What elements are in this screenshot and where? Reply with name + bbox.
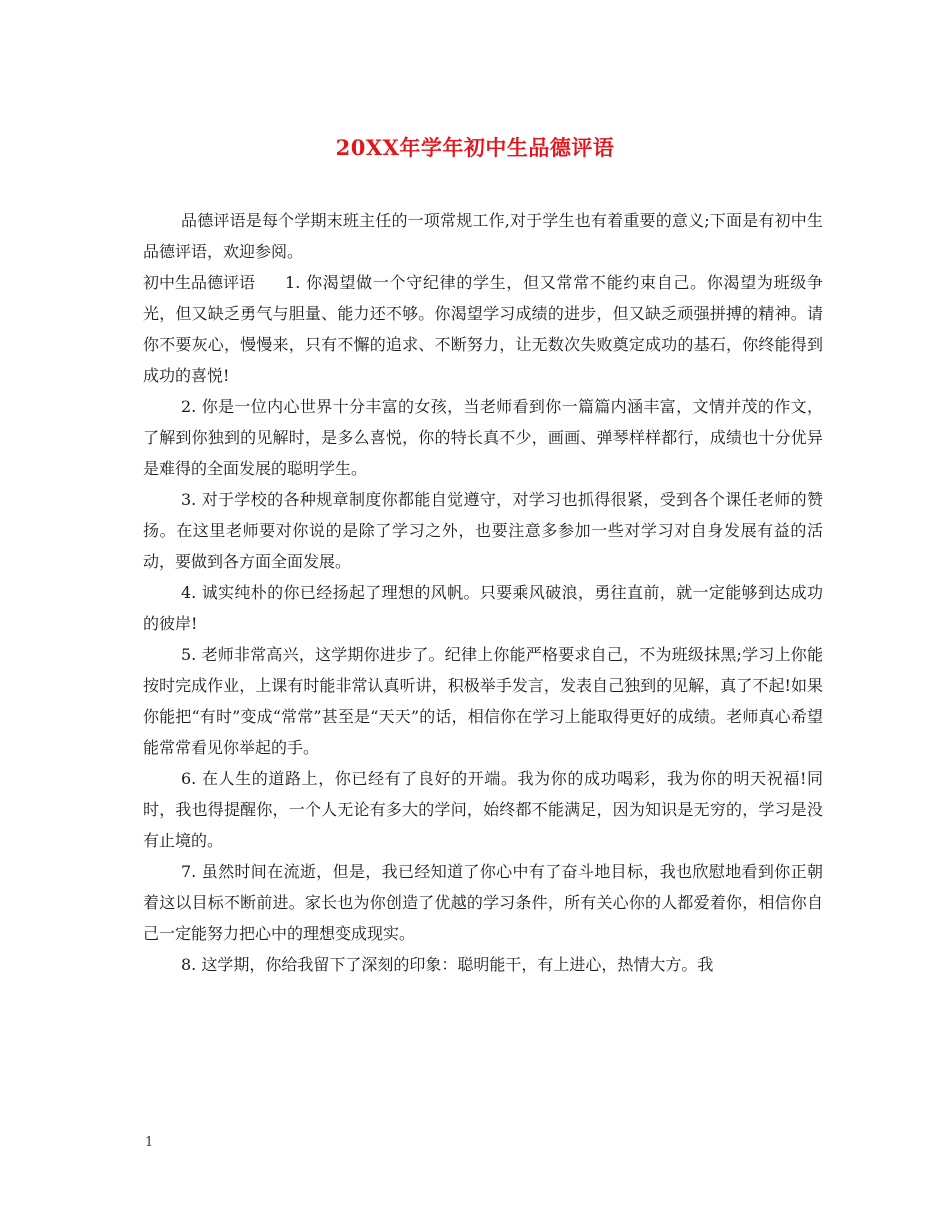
page-title: 20XX年学年初中生品德评语	[335, 135, 615, 160]
item-paragraph-6: 6. 在人生的道路上，你已经有了良好的开端。我为你的成功喝彩，我为你的明天祝福!同时，我也得提醒你，一个人无论有多大的学问，始终都不能满足，因为知识是无穷的，学习是没有止境的。	[143, 769, 823, 850]
item-paragraph-8: 8. 这学期，你给我留下了深刻的印象：聪明能干，有上进心，热情大方。我	[181, 955, 714, 974]
item-paragraph-3: 3. 对于学校的各种规章制度你都能自觉遵守，对学习也抓得很紧，受到各个课任老师的赞扬。在这里老师要对你说的是除了学习之外，也要注意多参加一些对学习对自身发展有益的活动，要做到各方面全面发展。	[143, 490, 823, 571]
item-paragraph-1	[143, 267, 823, 391]
document-body	[143, 205, 823, 980]
page-number: 1	[145, 1135, 154, 1150]
item-paragraph-7: 7. 虽然时间在流逝，但是，我已经知道了你心中有了奋斗地目标，我也欣慰地看到你正朝着这以目标不断前进。家长也为你创造了优越的学习条件，所有关心你的人都爱着你，相信你自己一定能努力把心中的理想变成现实。	[143, 862, 823, 943]
intro-paragraph: 品德评语是每个学期末班主任的一项常规工作,对于学生也有着重要的意义;下面是有初中生品德评语，欢迎参阅。	[143, 211, 823, 261]
item-paragraph-5: 5. 老师非常高兴，这学期你进步了。纪律上你能严格要求自己，不为班级抹黑;学习上你能按时完成作业，上课有时能非常认真听讲，积极举手发言，发表自己独到的见解，真了不起!如果你能把“有时”变成“常常”甚至是“天天”的话，相信你在学习上能取得更好的成绩。老师真心希望能常常看见你举起的手。	[143, 645, 823, 757]
item-paragraph-4: 4. 诚实纯朴的你已经扬起了理想的风帆。只要乘风破浪，勇往直前，就一定能够到达成功的彼岸!	[143, 583, 823, 633]
item-paragraph-2: 2. 你是一位内心世界十分丰富的女孩，当老师看到你一篇篇内涵丰富，文情并茂的作文，了解到你独到的见解时，是多么喜悦，你的特长真不少，画画、弹琴样样都行，成绩也十分优异是难得的全面发展的聪明学生。	[143, 397, 823, 478]
section-label: 初中生品德评语	[143, 273, 256, 292]
item-text-1: 1. 你渴望做一个守纪律的学生，但又常常不能约束自己。你渴望为班级争光，但又缺乏勇气与胆量、能力还不够。你渴望学习成绩的进步，但又缺乏顽强拼搏的精神。请你不要灰心，慢慢来，只有不懈的追求、不断努力，让无数次失败奠定成功的基石，你终能得到成功的喜悦!	[143, 273, 823, 385]
